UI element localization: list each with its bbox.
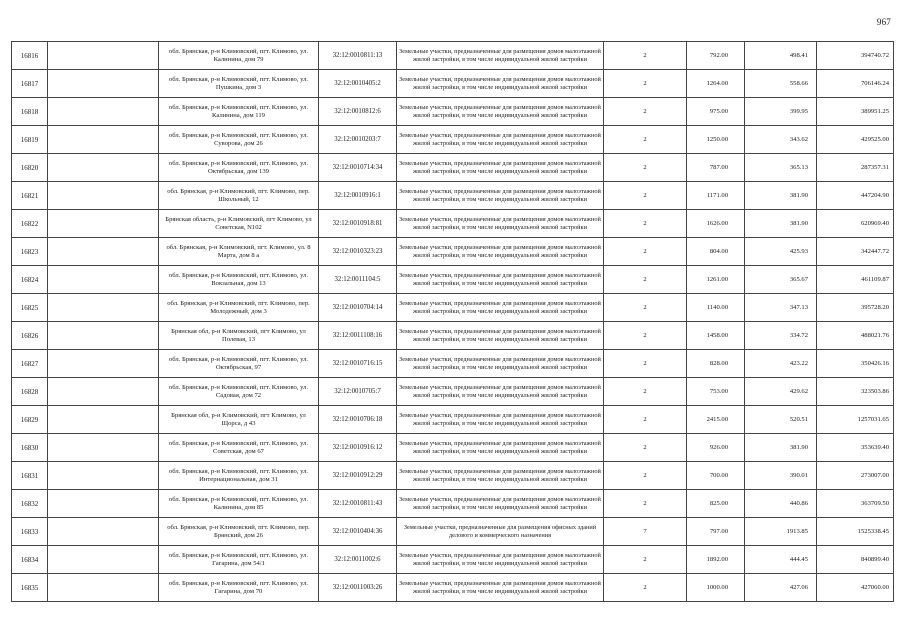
table-row [12,294,894,322]
land-parcels-table [11,41,894,602]
cadastral-value-cell: 363709.50 [817,490,894,518]
table-row [12,406,894,434]
area-cell: 828.00 [687,350,745,378]
use-category-cell: 2 [604,322,687,350]
table-row [12,42,894,70]
cadastral-value-cell: 353639.40 [817,434,894,462]
use-category-cell: 2 [604,42,687,70]
area-cell: 1171.00 [687,182,745,210]
row-number-cell: 16835 [12,574,48,602]
area-cell: 825.00 [687,490,745,518]
address-cell: обл. Брянская, р-н Климовский, пгт. Климово, ул. 8 Марта, дом 8 а [159,238,319,266]
address-cell: обл. Брянская, р-н Климовский, пгт. Климово, ул. Пушкина, дом 3 [159,70,319,98]
row-number-cell: 16817 [12,70,48,98]
use-category-cell: 2 [604,126,687,154]
use-category-cell: 2 [604,266,687,294]
use-category-cell: 2 [604,434,687,462]
row-number-cell: 16832 [12,490,48,518]
cadastral-number-cell: 32:12:0010916:1 [319,182,397,210]
use-category-cell: 2 [604,154,687,182]
area-cell: 804.00 [687,238,745,266]
unit-cost-cell: 558.66 [745,70,817,98]
row-number-cell: 16833 [12,518,48,546]
unit-cost-cell: 440.86 [745,490,817,518]
permitted-use-cell: Земельные участки, предназначенные для размещения домов малоэтажной жилой застройки, в том числе индивидуальной жилой застройки [397,154,604,182]
address-cell: обл. Брянская, р-н Климовский, пгт. Климово, пер. Молодежный, дом 3 [159,294,319,322]
cadastral-value-cell: 461109.87 [817,266,894,294]
empty-cell [48,42,159,70]
table-row [12,266,894,294]
empty-cell [48,406,159,434]
table-row [12,126,894,154]
cadastral-number-cell: 32:12:0010404:36 [319,518,397,546]
table-row [12,210,894,238]
use-category-cell: 2 [604,490,687,518]
area-cell: 700.00 [687,462,745,490]
cadastral-value-cell: 447204.90 [817,182,894,210]
unit-cost-cell: 334.72 [745,322,817,350]
table-row [12,98,894,126]
table-row [12,350,894,378]
cadastral-value-cell: 620969.40 [817,210,894,238]
empty-cell [48,70,159,98]
cadastral-value-cell: 840899.40 [817,546,894,574]
area-cell: 975.00 [687,98,745,126]
unit-cost-cell: 381.90 [745,182,817,210]
cadastral-value-cell: 350426.16 [817,350,894,378]
permitted-use-cell: Земельные участки, предназначенные для размещения домов малоэтажной жилой застройки, в том числе индивидуальной жилой застройки [397,42,604,70]
empty-cell [48,98,159,126]
table-row [12,154,894,182]
permitted-use-cell: Земельные участки, предназначенные для размещения домов малоэтажной жилой застройки, в том числе индивидуальной жилой застройки [397,266,604,294]
cadastral-number-cell: 32:12:0010716:15 [319,350,397,378]
permitted-use-cell: Земельные участки, предназначенные для размещения домов малоэтажной жилой застройки, в том числе индивидуальной жилой застройки [397,490,604,518]
empty-cell [48,126,159,154]
cadastral-value-cell: 389951.25 [817,98,894,126]
permitted-use-cell: Земельные участки, предназначенные для размещения домов малоэтажной жилой застройки, в том числе индивидуальной жилой застройки [397,126,604,154]
address-cell: обл. Брянская, р-н Климовский, пгт. Климово, ул. Гагарина, дом 54/1 [159,546,319,574]
table-row [12,322,894,350]
area-cell: 1140.00 [687,294,745,322]
empty-cell [48,266,159,294]
table-row [12,462,894,490]
empty-cell [48,462,159,490]
use-category-cell: 2 [604,378,687,406]
cadastral-value-cell: 342447.72 [817,238,894,266]
empty-cell [48,210,159,238]
row-number-cell: 16821 [12,182,48,210]
address-cell: обл. Брянская, р-н Климовский, пгт. Климово, пер. Брянский, дом 26 [159,518,319,546]
address-cell: обл. Брянская, р-н Климовский, пгт. Климово, ул. Калинина, дом 85 [159,490,319,518]
unit-cost-cell: 423.22 [745,350,817,378]
area-cell: 1626.00 [687,210,745,238]
cadastral-value-cell: 323503.86 [817,378,894,406]
use-category-cell: 2 [604,462,687,490]
permitted-use-cell: Земельные участки, предназначенные для размещения домов малоэтажной жилой застройки, в том числе индивидуальной жилой застройки [397,546,604,574]
unit-cost-cell: 444.45 [745,546,817,574]
page-number: 967 [876,17,891,27]
table-body [12,42,894,602]
table-row [12,182,894,210]
use-category-cell: 2 [604,574,687,602]
cadastral-value-cell: 706146.24 [817,70,894,98]
row-number-cell: 16828 [12,378,48,406]
use-category-cell: 2 [604,546,687,574]
unit-cost-cell: 1913.85 [745,518,817,546]
use-category-cell: 2 [604,182,687,210]
unit-cost-cell: 343.62 [745,126,817,154]
use-category-cell: 2 [604,70,687,98]
cadastral-value-cell: 1525338.45 [817,518,894,546]
area-cell: 1261.00 [687,266,745,294]
cadastral-number-cell: 32:12:0010918:81 [319,210,397,238]
row-number-cell: 16820 [12,154,48,182]
table-row [12,518,894,546]
empty-cell [48,294,159,322]
row-number-cell: 16823 [12,238,48,266]
address-cell: обл. Брянская, р-н Климовский, пгт. Климово, ул. Октябрьская, 97 [159,350,319,378]
row-number-cell: 16816 [12,42,48,70]
cadastral-number-cell: 32:12:0010812:6 [319,98,397,126]
unit-cost-cell: 498.41 [745,42,817,70]
permitted-use-cell: Земельные участки, предназначенные для размещения домов малоэтажной жилой застройки, в том числе индивидуальной жилой застройки [397,322,604,350]
cadastral-value-cell: 429525.00 [817,126,894,154]
empty-cell [48,322,159,350]
cadastral-number-cell: 32:12:0010705:7 [319,378,397,406]
area-cell: 1458.00 [687,322,745,350]
table-row [12,574,894,602]
cadastral-value-cell: 395728.20 [817,294,894,322]
cadastral-number-cell: 32:12:0011104:5 [319,266,397,294]
cadastral-number-cell: 32:12:0010811:13 [319,42,397,70]
empty-cell [48,350,159,378]
area-cell: 1000.00 [687,574,745,602]
permitted-use-cell: Земельные участки, предназначенные для размещения домов малоэтажной жилой застройки, в том числе индивидуальной жилой застройки [397,434,604,462]
unit-cost-cell: 365.67 [745,266,817,294]
address-cell: обл. Брянская, р-н Климовский, пгт. Климово, ул. Калинина, дом 79 [159,42,319,70]
area-cell: 926.00 [687,434,745,462]
use-category-cell: 2 [604,406,687,434]
table-row [12,238,894,266]
area-cell: 1250.00 [687,126,745,154]
area-cell: 753.00 [687,378,745,406]
table-row [12,434,894,462]
permitted-use-cell: Земельные участки, предназначенные для размещения домов малоэтажной жилой застройки, в том числе индивидуальной жилой застройки [397,378,604,406]
area-cell: 792.00 [687,42,745,70]
empty-cell [48,490,159,518]
permitted-use-cell: Земельные участки, предназначенные для размещения домов малоэтажной жилой застройки, в том числе индивидуальной жилой застройки [397,462,604,490]
address-cell: обл. Брянская, р-н Климовский, пгт. Климово, пер. Школьный, 12 [159,182,319,210]
use-category-cell: 2 [604,350,687,378]
address-cell: Брянская область, р-н Климовский, пгт Климово, ул Советская, N102 [159,210,319,238]
unit-cost-cell: 390.01 [745,462,817,490]
area-cell: 797.00 [687,518,745,546]
cadastral-number-cell: 32:12:0010203:7 [319,126,397,154]
cadastral-value-cell: 427060.00 [817,574,894,602]
unit-cost-cell: 427.06 [745,574,817,602]
cadastral-value-cell: 1257031.65 [817,406,894,434]
table-row [12,378,894,406]
row-number-cell: 16819 [12,126,48,154]
address-cell: Брянская обл, р-н Климовский, пгт Климово, ул Полевая, 13 [159,322,319,350]
cadastral-number-cell: 32:12:0010714:34 [319,154,397,182]
cadastral-number-cell: 32:12:0010811:43 [319,490,397,518]
permitted-use-cell: Земельные участки, предназначенные для размещения домов малоэтажной жилой застройки, в том числе индивидуальной жилой застройки [397,182,604,210]
empty-cell [48,378,159,406]
area-cell: 1892.00 [687,546,745,574]
address-cell: Брянская обл, р-н Климовский, пгт Климово, ул Щорса, д 43 [159,406,319,434]
use-category-cell: 2 [604,210,687,238]
table-row [12,70,894,98]
address-cell: обл. Брянская, р-н Климовский, пгт. Климово, ул. Гагарина, дом 70 [159,574,319,602]
land-parcels-table-wrap [11,41,893,602]
use-category-cell: 2 [604,98,687,126]
address-cell: обл. Брянская, р-н Климовский, пгт. Климово, ул. Октябрьская, дом 139 [159,154,319,182]
row-number-cell: 16818 [12,98,48,126]
cadastral-value-cell: 287357.31 [817,154,894,182]
row-number-cell: 16827 [12,350,48,378]
empty-cell [48,434,159,462]
unit-cost-cell: 399.95 [745,98,817,126]
permitted-use-cell: Земельные участки, предназначенные для размещения домов малоэтажной жилой застройки, в том числе индивидуальной жилой застройки [397,98,604,126]
unit-cost-cell: 347.13 [745,294,817,322]
address-cell: обл. Брянская, р-н Климовский, пгт. Климово, ул. Вокзальная, дом 13 [159,266,319,294]
empty-cell [48,518,159,546]
permitted-use-cell: Земельные участки, предназначенные для размещения домов малоэтажной жилой застройки, в том числе индивидуальной жилой застройки [397,70,604,98]
table-row [12,546,894,574]
area-cell: 2415.00 [687,406,745,434]
empty-cell [48,238,159,266]
permitted-use-cell: Земельные участки, предназначенные для размещения домов малоэтажной жилой застройки, в том числе индивидуальной жилой застройки [397,238,604,266]
unit-cost-cell: 520.51 [745,406,817,434]
unit-cost-cell: 429.62 [745,378,817,406]
cadastral-number-cell: 32:12:0010912:29 [319,462,397,490]
cadastral-number-cell: 32:12:0010916:12 [319,434,397,462]
row-number-cell: 16826 [12,322,48,350]
permitted-use-cell: Земельные участки, предназначенные для размещения домов малоэтажной жилой застройки, в том числе индивидуальной жилой застройки [397,294,604,322]
cadastral-value-cell: 273007.00 [817,462,894,490]
address-cell: обл. Брянская, р-н Климовский, пгт. Климово, ул. Интернациональная, дом 31 [159,462,319,490]
cadastral-number-cell: 32:12:0010323:23 [319,238,397,266]
cadastral-number-cell: 32:12:0010706:18 [319,406,397,434]
area-cell: 1264.00 [687,70,745,98]
address-cell: обл. Брянская, р-н Климовский, пгт. Климово, ул. Калинина, дом 119 [159,98,319,126]
use-category-cell: 7 [604,518,687,546]
row-number-cell: 16834 [12,546,48,574]
address-cell: обл. Брянская, р-н Климовский, пгт. Климово, ул. Суворова, дом 26 [159,126,319,154]
address-cell: обл. Брянская, р-н Климовский, пгт. Климово, ул. Садовая, дом 72 [159,378,319,406]
unit-cost-cell: 381.90 [745,434,817,462]
permitted-use-cell: Земельные участки, предназначенные для размещения домов малоэтажной жилой застройки, в том числе индивидуальной жилой застройки [397,406,604,434]
row-number-cell: 16825 [12,294,48,322]
area-cell: 787.00 [687,154,745,182]
unit-cost-cell: 365.13 [745,154,817,182]
row-number-cell: 16822 [12,210,48,238]
address-cell: обл. Брянская, р-н Климовский, пгт. Климово, ул. Советская, дом 67 [159,434,319,462]
cadastral-number-cell: 32:12:0011108:16 [319,322,397,350]
row-number-cell: 16829 [12,406,48,434]
permitted-use-cell: Земельные участки, предназначенные для размещения домов малоэтажной жилой застройки, в том числе индивидуальной жилой застройки [397,350,604,378]
cadastral-value-cell: 394740.72 [817,42,894,70]
empty-cell [48,546,159,574]
unit-cost-cell: 425.93 [745,238,817,266]
permitted-use-cell: Земельные участки, предназначенные для размещения домов малоэтажной жилой застройки, в том числе индивидуальной жилой застройки [397,574,604,602]
empty-cell [48,574,159,602]
unit-cost-cell: 381.90 [745,210,817,238]
cadastral-number-cell: 32:12:0010405:2 [319,70,397,98]
empty-cell [48,154,159,182]
cadastral-number-cell: 32:12:0011003:26 [319,574,397,602]
table-row [12,490,894,518]
cadastral-value-cell: 488021.76 [817,322,894,350]
use-category-cell: 2 [604,238,687,266]
use-category-cell: 2 [604,294,687,322]
cadastral-number-cell: 32:12:0010704:14 [319,294,397,322]
permitted-use-cell: Земельные участки, предназначенные для размещения офисных зданий делового и коммерческого назначения [397,518,604,546]
row-number-cell: 16824 [12,266,48,294]
row-number-cell: 16830 [12,434,48,462]
row-number-cell: 16831 [12,462,48,490]
permitted-use-cell: Земельные участки, предназначенные для размещения домов малоэтажной жилой застройки, в том числе индивидуальной жилой застройки [397,210,604,238]
empty-cell [48,182,159,210]
cadastral-number-cell: 32:12:0011002:6 [319,546,397,574]
